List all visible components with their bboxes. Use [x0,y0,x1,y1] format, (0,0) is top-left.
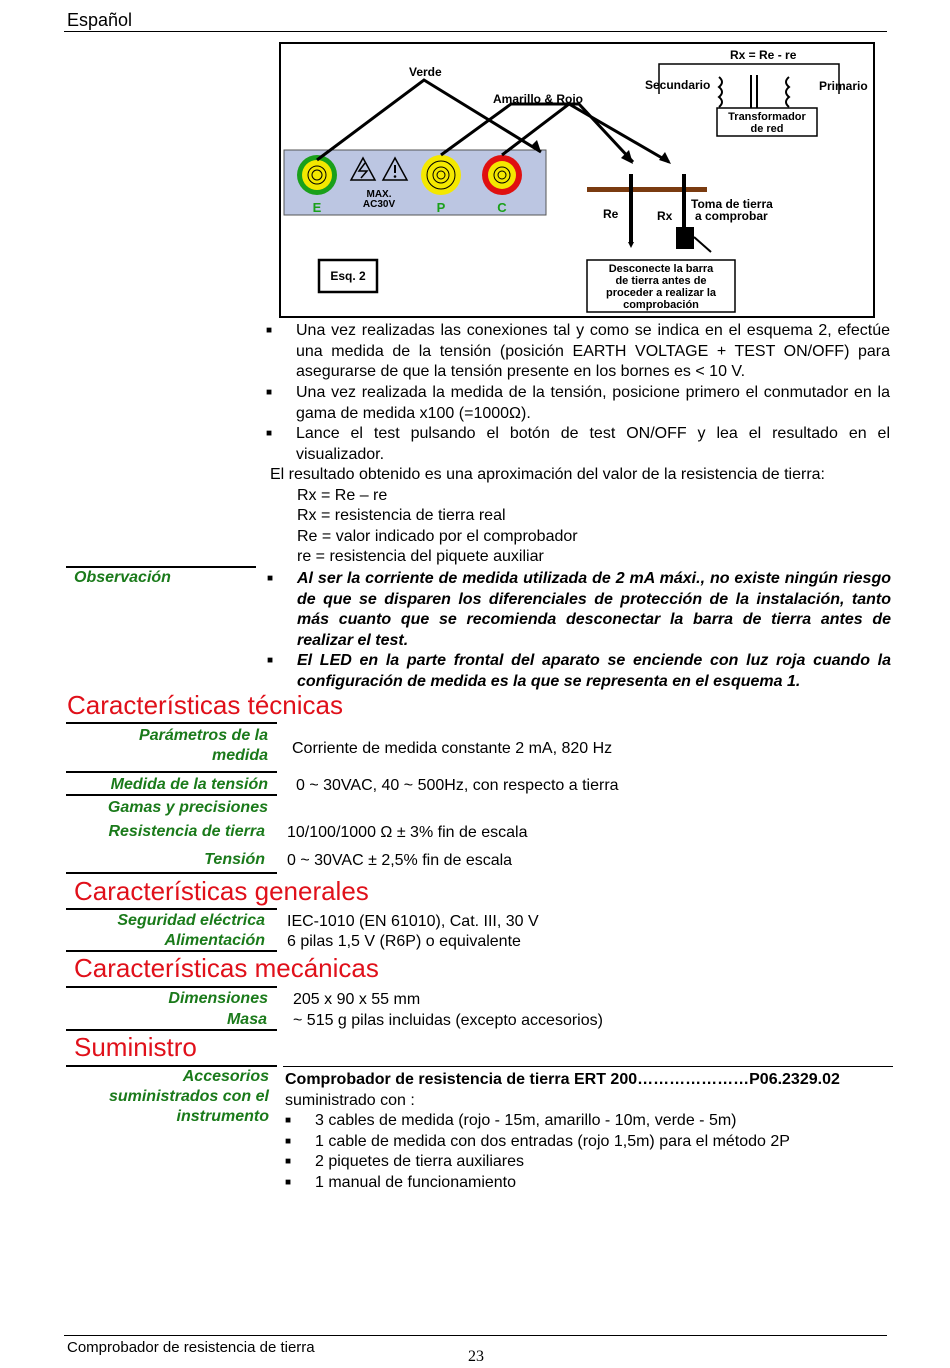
svg-text:C: C [497,200,507,215]
footer-title: Comprobador de resistencia de tierra [67,1339,315,1356]
observacion-item: ■ El LED en la parte frontal del aparato se enciende con luz roja cuando la configuración de medida es la que se representa en el esquema 1. [267,652,891,690]
svg-text:E: E [312,200,322,215]
divider [66,722,277,724]
header-divider [64,31,887,32]
bullet-icon: ■ [285,1135,292,1147]
svg-text:P: P [436,200,446,215]
esquema-2-diagram [279,42,875,318]
observacion-item: ■ Al ser la corriente de medida utilizada de 2 mA máxi., no existe ningún riesgo de que se disparen los diferenciales de protección de la instalación, tanto más cuanto que se recomienda desconectar la barra de tierra antes de realizar el test. [267,570,891,649]
svg-text:de red: de red [750,123,784,135]
divider [66,950,277,952]
svg-text:a comprobar: a comprobar [695,209,768,223]
svg-text:Secundario: Secundario [645,78,711,92]
bullet-icon: ■ [285,1176,292,1188]
divider [66,1029,277,1031]
header-language: Español [67,10,133,30]
svg-text:Rx: Rx [657,209,673,223]
svg-text:Transformador: Transformador [728,111,806,123]
svg-text:Verde: Verde [409,65,442,79]
tension-value: 0 ~ 30VAC, 40 ~ 500Hz, con respecto a tierra [296,777,619,794]
param-label: Parámetros de la medida [139,727,268,764]
bullet-icon: ■ [285,1156,292,1167]
section-title-tecnicas: Características técnicas [67,690,343,720]
tension-range-value: 0 ~ 30VAC ± 2,5% fin de escala [287,852,513,869]
dimensiones-label: Dimensiones [168,990,268,1007]
accessory-item: ■ 1 manual de funcionamiento [315,1173,875,1194]
divider [283,1066,893,1067]
divider [66,566,256,568]
divider [66,872,277,874]
svg-text:de tierra antes de: de tierra antes de [615,275,707,287]
divider [66,794,277,796]
bullet-icon: ■ [266,428,273,439]
svg-text:comprobación: comprobación [623,299,699,311]
result-line: re = resistencia del piquete auxiliar [297,548,544,565]
seguridad-value: IEC-1010 (EN 61010), Cat. III, 30 V [287,913,539,930]
product-line: Comprobador de resistencia de tierra ERT 200…………………P06.2329.02 [285,1071,840,1088]
svg-text:Primario: Primario [819,79,868,93]
result-intro: El resultado obtenido es una aproximación del valor de la resistencia de tierra: [270,466,825,483]
step-item: ■ Lance el test pulsando el botón de test ON/OFF y lea el resultado en el visualizador. [266,425,890,463]
masa-value: ~ 515 g pilas incluidas (excepto accesorios) [293,1012,603,1029]
bullet-icon: ■ [267,655,274,666]
supplied-with: suministrado con : [285,1091,415,1109]
svg-text:Rx = Re - re: Rx = Re - re [730,48,797,62]
masa-label: Masa [226,1011,267,1028]
observacion-label: Observación [74,569,171,586]
svg-text:proceder a realizar la: proceder a realizar la [605,287,717,299]
tension-range-label: Tensión [204,851,265,868]
result-line: Rx = resistencia de tierra real [297,507,506,524]
section-title-mecanicas: Características mecánicas [74,953,379,983]
earth-bar [587,187,707,192]
accessory-item: ■ 1 cable de medida con dos entradas (rojo 1,5m) para el método 2P [315,1132,875,1153]
svg-text:Esq. 2: Esq. 2 [330,269,366,283]
divider [66,986,277,988]
footer-divider [64,1335,887,1336]
seguridad-label: Seguridad eléctrica [117,912,265,929]
svg-text:Toma de tierra: Toma de tierra [691,197,773,211]
accessory-item: ■ 3 cables de medida (rojo - 15m, amarillo - 10m, verde - 5m) [315,1111,875,1132]
alimentacion-value: 6 pilas 1,5 V (R6P) o equivalente [287,933,521,950]
alimentacion-label: Alimentación [164,932,265,949]
step-item: ■ Una vez realizadas las conexiones tal y como se indica en el esquema 2, efectúe una medida de la tensión (posición EARTH VOLTAGE + TEST ON/OFF) para asegurarse de que la tensión presente en los bornes es < 10 V. [266,322,890,380]
resistencia-value: 10/100/1000 Ω ± 3% fin de escala [287,824,528,841]
param-value: Corriente de medida constante 2 mA, 820 Hz [292,740,613,757]
step-item: ■ Una vez realizada la medida de la tensión, posicione primero el conmutador en la gama de medida x100 (=1000Ω). [266,384,890,422]
page-number: 23 [468,1348,484,1365]
divider [66,771,277,773]
accessory-item: ■ 2 piquetes de tierra auxiliares [315,1152,875,1173]
resistencia-label: Resistencia de tierra [108,823,265,840]
bullet-icon: ■ [267,573,274,584]
svg-text:MAX.: MAX. [366,189,392,200]
tension-label: Medida de la tensión [110,776,268,793]
result-line: Rx = Re – re [297,486,388,504]
bullet-icon: ■ [266,325,273,336]
svg-text:AC30V: AC30V [362,199,396,210]
svg-text:Desconecte la barra: Desconecte la barra [608,263,714,275]
section-title-suministro: Suministro [74,1032,197,1062]
dimensiones-value: 205 x 90 x 55 mm [293,991,421,1008]
svg-text:Amarillo & Rojo: Amarillo & Rojo [493,92,584,106]
bullet-icon: ■ [285,1115,292,1126]
svg-text:Re: Re [603,207,619,221]
bullet-icon: ■ [266,387,273,398]
accesorios-label: Accesorios suministrados con el instrumento [108,1068,269,1125]
result-line: Re = valor indicado por el comprobador [297,527,578,545]
gamas-label: Gamas y precisiones [107,799,268,816]
divider [66,908,277,910]
section-title-generales: Características generales [74,876,369,906]
earth-stake-icon [676,227,694,249]
